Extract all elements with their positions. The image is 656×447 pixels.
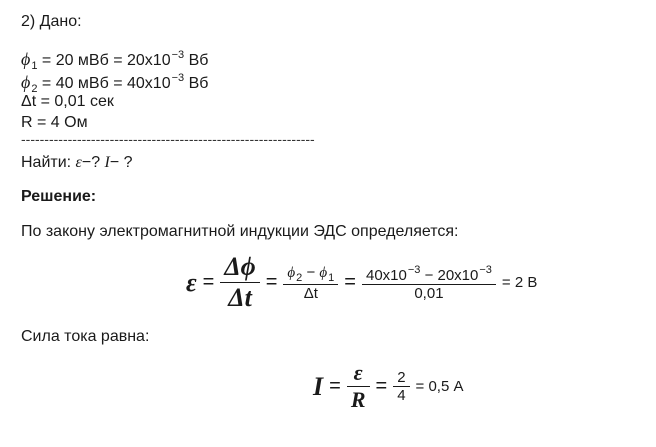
find-line: Найти: ε−? I− ? bbox=[21, 154, 133, 171]
current-fraction-symbolic: $\frac{\varepsilon}{R}$ bbox=[347, 360, 370, 413]
emf-result: = 2 В bbox=[501, 274, 538, 291]
task-heading: 2) Дано: bbox=[21, 13, 82, 30]
emf-fraction-main: $\frac{\Delta\phi}{\Delta t}$ bbox=[220, 252, 259, 313]
given-r: R = 4 Ом bbox=[21, 114, 88, 131]
law-text: По закону электромагнитной индукции ЭДС определяется: bbox=[21, 223, 459, 240]
solution-heading: Решение: bbox=[21, 188, 97, 205]
emf-symbol: ε bbox=[186, 267, 197, 297]
separator-line: --------------------------------------------------------------- bbox=[21, 131, 315, 147]
current-result: = 0,5 А bbox=[415, 378, 464, 395]
current-fraction-values: $\frac{2}{4}$ bbox=[393, 369, 409, 404]
phi-symbol: ϕ bbox=[21, 49, 31, 69]
given-dt: Δt = 0,01 сек bbox=[21, 93, 114, 110]
phi-symbol: ϕ bbox=[21, 72, 31, 92]
emf-fraction-values: $\frac{40x10^{-3} - 20x10^{-3}}{0,01}$ bbox=[362, 264, 496, 302]
given-phi1: $\phi_1 = 20$ мВб = $20x10^{-3}$ Вб bbox=[21, 49, 209, 72]
current-text: Сила тока равна: bbox=[21, 328, 150, 345]
current-formula: I = $\frac{\varepsilon}{R}$ = $\frac{2}{4}$ = 0,5 А bbox=[313, 360, 464, 412]
current-symbol: I bbox=[313, 371, 324, 401]
emf-formula: ε = $\frac{\Delta\phi}{\Delta t}$ = $\frac{\phi_2 - \phi_1}{\Delta t}$ = $\frac{40x10^{-3} - 20x10^{-3}}{0,01}$ = 2 В bbox=[186, 252, 538, 312]
given-phi2: $\phi_2 = 40$ мВб = $40x10^{-3}$ Вб bbox=[21, 72, 209, 95]
emf-fraction-phi: $\frac{\phi_2 - \phi_1}{\Delta t}$ bbox=[283, 264, 338, 302]
